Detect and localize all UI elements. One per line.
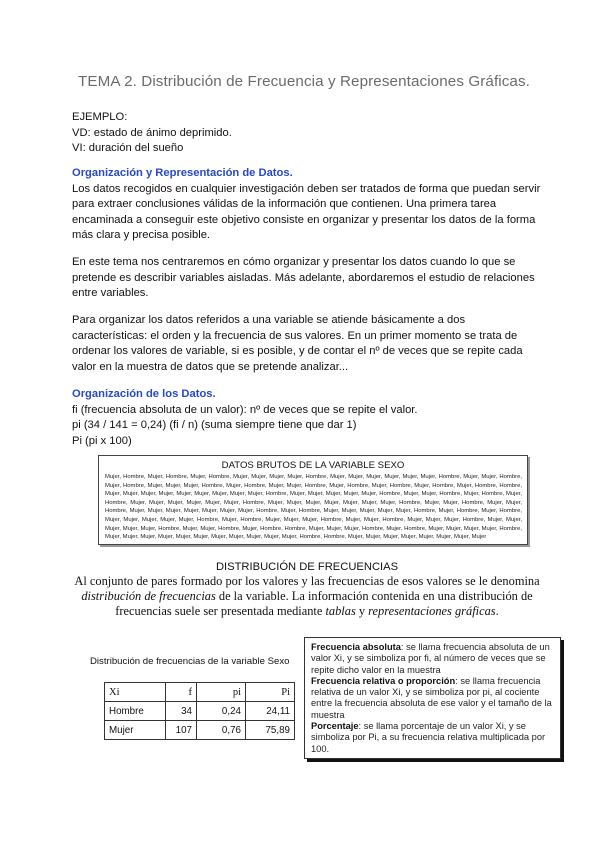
table-header-row <box>105 683 295 702</box>
freq-dist-text <box>72 574 542 619</box>
example-label: EJEMPLO: <box>72 111 128 123</box>
section1-paragraph-2-block <box>72 255 542 302</box>
raw-data-title: DATOS BRUTOS DE LA VARIABLE SEXO <box>221 460 405 471</box>
example-vi: VI: duración del sueño <box>72 142 184 154</box>
definition-text: : se llama frecuencia relativa de un valor Xi, y se simboliza por pi, al cociente entre la frecuencia absoluta de ese valor y el tamaño de la muestra <box>311 675 552 720</box>
definition-percentage <box>311 721 554 755</box>
table-cell: 0,24 <box>197 702 246 721</box>
section-organization-data <box>72 387 542 449</box>
example-vd: VD: estado de ánimo deprimido. <box>72 126 232 139</box>
freq-text-term: tablas <box>325 604 356 618</box>
freq-dist-title: DISTRIBUCIÓN DE FRECUENCIAS <box>215 561 399 573</box>
header-Pi: Pi <box>246 683 295 702</box>
definition-text: : se llama porcentaje de un valor Xi, y se simboliza por Pi, a su frecuencia relativa multiplicada por 100. <box>311 721 546 754</box>
table-row <box>105 702 295 721</box>
raw-data-box <box>98 455 528 545</box>
section1-paragraph-3-block <box>72 313 542 375</box>
table-cell: 24,11 <box>246 702 295 721</box>
definition-term: Porcentaje <box>311 721 359 732</box>
table-row <box>105 721 295 740</box>
definitions-box <box>304 637 561 759</box>
table-cell: 75,89 <box>246 721 295 740</box>
table-cell: 107 <box>166 721 197 740</box>
table-cell: Hombre <box>105 702 166 721</box>
section1-heading: Organización y Representación de Datos. <box>72 167 293 179</box>
header-f: f <box>166 683 197 702</box>
freq-text-part: Al conjunto de pares formado por los valores y las frecuencias de esos valores se le denomina <box>74 574 540 588</box>
frequency-table <box>104 682 295 740</box>
section1-paragraph-2: En este tema nos centraremos en cómo organizar y presentar los datos cuando lo que se pretende es describir variables aisladas. Más adelante, abordaremos el estudio de relaciones entre variables. <box>72 256 535 299</box>
section1-paragraph-1: Los datos recogidos en cualquier investigación deben ser tratados de forma que puedan servir para extraer conclusiones válidas de la información que contienen. Una primera tarea encaminada a conseguir este objetivo consiste en organizar y presentar los datos de la forma más clara y precisa posible. <box>72 182 541 241</box>
pi-definition-line: pi (34 / 141 = 0,24) (fi / n) (suma siempre tiene que dar 1) <box>72 419 357 431</box>
freq-text-term: representaciones gráficas <box>368 604 496 618</box>
section2-heading: Organización de los Datos. <box>72 388 216 400</box>
freq-text-term: distribución de frecuencias <box>81 589 216 603</box>
header-pi: pi <box>197 683 246 702</box>
definition-text: : se llama frecuencia absoluta de un valor Xi, y se simboliza por fi, al número de veces que se repite dicho valor en la muestra <box>311 642 550 675</box>
header-xi: Xi <box>105 683 166 702</box>
section-organization-representation <box>72 166 542 244</box>
table-cell: 0,76 <box>197 721 246 740</box>
Pi-definition-line: Pi (pi x 100) <box>72 434 132 447</box>
definition-relative <box>311 676 554 721</box>
fi-definition-line: fi (frecuencia absoluta de un valor): nº de veces que se repite el valor. <box>72 403 418 416</box>
freq-text-part: de la variable. La información contenida en una distribución de frecuencias suele ser presentada mediante <box>115 589 533 618</box>
definition-term: Frecuencia absoluta <box>311 642 401 652</box>
table-cell: Mujer <box>105 721 166 740</box>
example-block <box>72 110 542 157</box>
freq-text-part: . <box>495 604 499 618</box>
table-cell: 34 <box>166 702 197 721</box>
definition-term: Frecuencia relativa o proporción <box>311 675 456 686</box>
definition-absolute <box>311 642 554 676</box>
freq-text-part: y <box>355 604 369 618</box>
section1-paragraph-3: Para organizar los datos referidos a una variable se atiende básicamente a dos características: el orden y la frecuencia de sus valores. En un primer momento se trata de ordenar los valores de variable, si es posible, y de contar el nº de veces que se repite cada valor en la muestra de datos que se pretende analizar... <box>72 314 523 373</box>
table-caption: Distribución de frecuencias de la variable Sexo <box>90 656 290 667</box>
page-title: TEMA 2. Distribución de Frecuencia y Representaciones Gráficas. <box>78 73 530 90</box>
raw-data-text: Mujer, Hombre, Mujer, Hombre, Mujer, Hombre, Mujer, Mujer, Mujer, Mujer, Hombre, Mujer, Mujer, Mujer, Mujer, Mujer, Mujer, Hombre, Mujer, Mujer, Hombre, Mujer, Hombre, Mujer, Mujer, Mujer, Hombre, Mujer, Hombre, Mujer, Mujer, Hombre, Mujer, Hombre, Mujer, Hombre, Mujer, Hombre, Mujer, Hombre, Hombre, Mujer, Mujer, Mujer, Mujer, Mujer, Mujer, Mujer, Mujer, Mujer, Hombre, Mujer, Mujer, Mujer, Mujer, Mujer, Hombre, Mujer, Mujer, Hombre, Mujer, Hombre, Mujer, Hombre, Mujer, Mujer, Mujer, Mujer, Mujer, Mujer, Hombre, Mujer, Mujer, Mujer, Mujer, Mujer, Mujer, Mujer, Hombre, Mujer, Mujer, Hombre, Mujer, Mujer, Hombre, Mujer, Mujer, Mujer, Mujer, Mujer, Mujer, Mujer, Hombre, Mujer, Hombre, Mujer, Mujer, Mujer, Mujer, Mujer, Hombre, Mujer, Hombre, Mujer, Hombre, Mujer, Mujer, Mujer, Mujer, Mujer, Hombre, Mujer, Hombre, Mujer, Mujer, Mujer, Hombre, Mujer, Mujer, Hombre, Mujer, Mujer, Mujer, Hombre, Mujer, Mujer, Mujer, Mujer, Mujer, Hombre, Mujer, Mujer, Hombre, Mujer, Hombre, Hombre, Mujer, Mujer, Mujer, Hombre, Mujer, Hombre, Mujer, Mujer, Mujer, Mujer, Hombre, Mujer, Mujer, Mujer, Mujer, Mujer, Mujer, Mujer, Mujer, Mujer, Mujer, Mujer, Hombre, Hombre, Mujer, Mujer, Mujer, Mujer, Mujer, Mujer, Mujer, Mujer <box>105 474 522 541</box>
